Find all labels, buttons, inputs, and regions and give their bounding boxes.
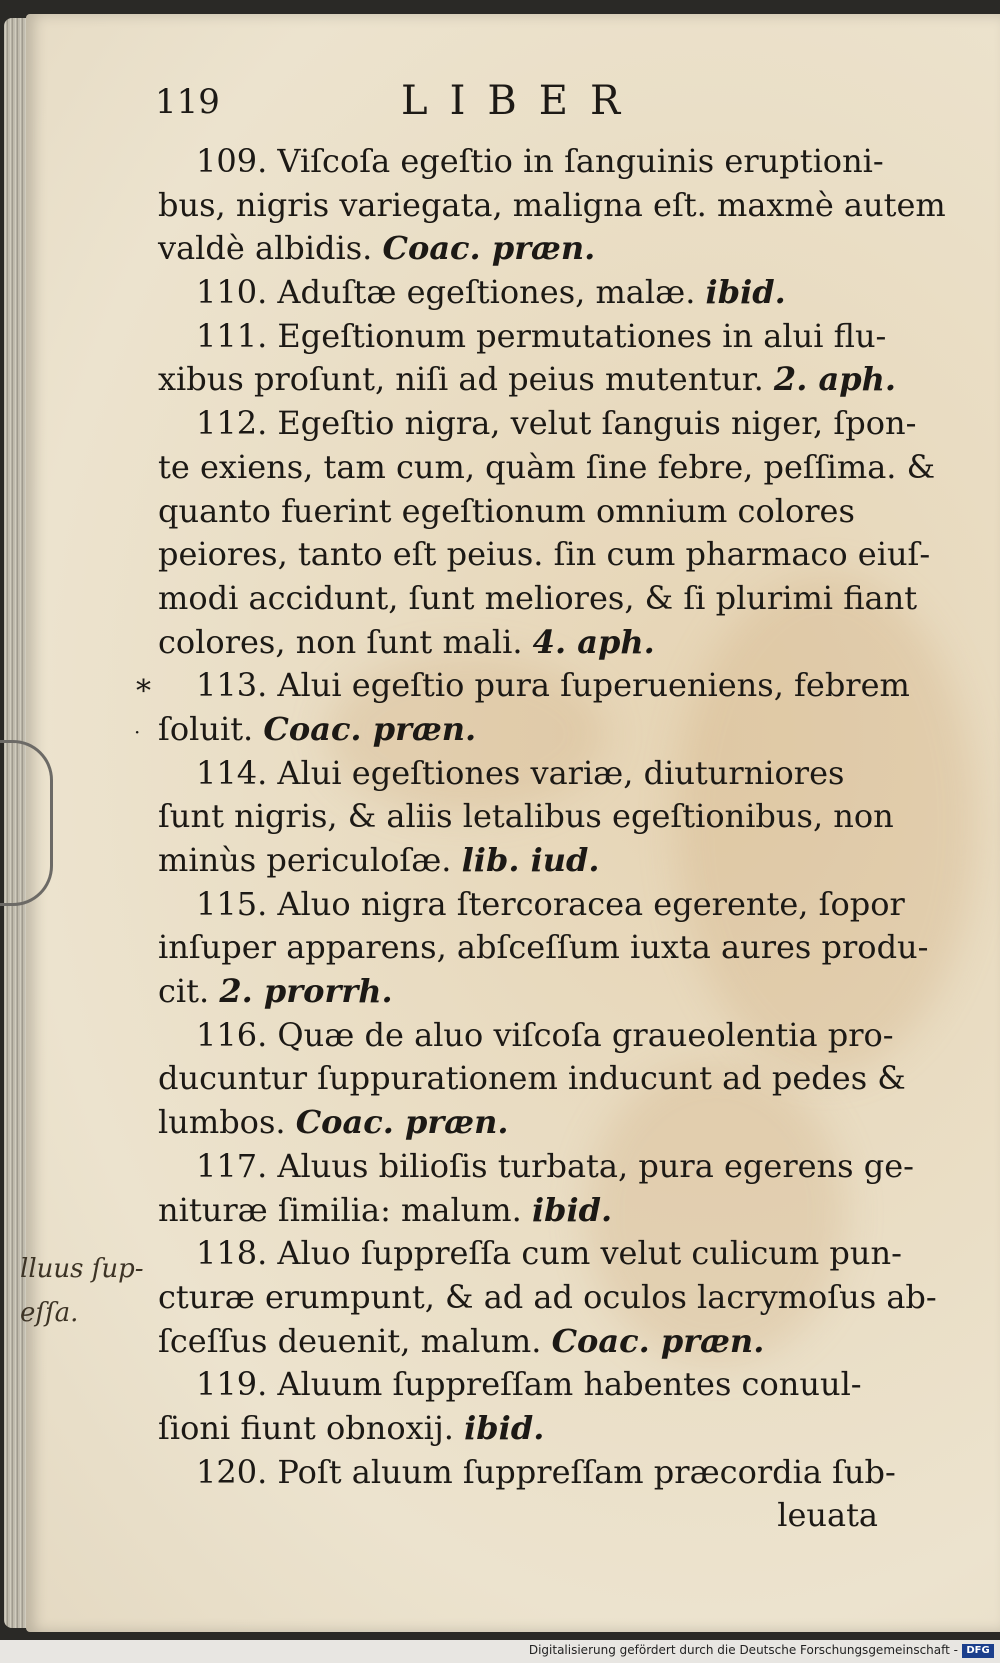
line-text: 114. Alui egeſtiones variæ, diuturniores xyxy=(196,753,845,792)
line-text: inſuper apparens, abſceſſum iuxta aures produ- xyxy=(158,928,929,967)
margin-note-line: eſſa. xyxy=(20,1298,79,1328)
page-number: 119 xyxy=(155,82,220,122)
source-reference: ibid. xyxy=(705,273,786,312)
text-line xyxy=(158,839,888,883)
line-text: ducuntur ſuppurationem inducunt ad pedes & xyxy=(158,1059,906,1098)
line-text: peiores, tanto eſt peius. ſin cum pharmaco eiuſ- xyxy=(158,535,931,574)
line-text: nituræ ſimilia: malum. xyxy=(158,1190,532,1229)
text-line xyxy=(158,140,888,184)
source-reference: Coac. præn. xyxy=(382,229,596,268)
source-reference: Coac. præn. xyxy=(295,1103,509,1142)
footer-credit: Digitalisierung gefördert durch die Deutsche Forschungsgemeinschaft - xyxy=(528,1643,958,1657)
line-text: 111. Egeſtionum permutationes in alui flu- xyxy=(196,316,887,355)
text-line xyxy=(158,533,931,577)
line-text: 109. Viſcoſa egeſtio in ſanguinis eruptioni- xyxy=(196,142,884,180)
text-line xyxy=(158,271,888,315)
line-text: 120. Poſt aluum ſuppreſſam præcordia ſub- xyxy=(196,1452,896,1491)
line-text: 116. Quæ de aluo viſcoſa graueolentia pro- xyxy=(196,1015,894,1054)
source-reference: 2. prorrh. xyxy=(219,972,393,1011)
text-line xyxy=(158,227,888,271)
body-text xyxy=(158,140,946,1538)
line-text: quanto fuerint egeſtionum omnium colores xyxy=(158,491,855,530)
text-line xyxy=(158,970,888,1014)
text-line xyxy=(158,1451,896,1495)
text-line xyxy=(158,1057,906,1101)
text-line xyxy=(158,490,888,534)
page-header xyxy=(155,74,895,124)
line-text: ſunt nigris, & aliis letalibus egeſtionibus, non xyxy=(158,797,894,836)
line-text: 118. Aluo ſuppreſſa cum velut culicum pun- xyxy=(196,1234,902,1273)
text-line xyxy=(158,664,910,708)
line-text: cit. xyxy=(158,972,220,1011)
text-line xyxy=(158,1232,902,1276)
line-text: te exiens, tam cum, quàm ſine febre, peſſima. & xyxy=(158,447,936,486)
text-line xyxy=(158,1407,888,1451)
text-line xyxy=(158,708,888,752)
text-line xyxy=(158,795,894,839)
margin-note xyxy=(20,1247,144,1335)
footer-bar xyxy=(0,1640,1000,1663)
line-text: ſioni fiunt obnoxij. xyxy=(158,1408,465,1447)
line-text: valdè albidis. xyxy=(158,229,383,268)
text-line xyxy=(158,752,888,796)
asterisk-mark: * xyxy=(136,674,151,709)
source-reference: ibid. xyxy=(531,1190,613,1229)
source-reference: lib. iud. xyxy=(461,841,600,879)
line-text: xibus proſunt, niſi ad peius mutentur. xyxy=(158,360,774,399)
line-text: ſoluit. xyxy=(158,709,264,748)
catchword: leuata xyxy=(777,1496,878,1535)
text-line xyxy=(158,1145,914,1189)
line-text: minùs periculoſæ. xyxy=(158,841,462,879)
text-line xyxy=(158,577,918,621)
line-text: modi accidunt, ſunt meliores, & ſi plurimi fiant xyxy=(158,578,918,617)
text-line xyxy=(158,621,888,665)
line-text: 113. Alui egeſtio pura ſuperueniens, febrem xyxy=(196,666,910,705)
text-line xyxy=(158,315,888,359)
text-line xyxy=(158,1363,888,1407)
text-line xyxy=(158,1101,888,1145)
line-text: 117. Aluus bilioſis turbata, pura egerens ge- xyxy=(196,1146,914,1185)
line-text: 115. Aluo nigra ſtercoracea egerente, ſopor xyxy=(196,884,905,923)
line-text: ſceſſus deuenit, malum. xyxy=(158,1321,552,1360)
line-text: 110. Aduſtæ egeſtiones, malæ. xyxy=(196,273,706,312)
source-reference: ibid. xyxy=(464,1408,545,1447)
line-text: colores, non ſunt mali. xyxy=(158,622,533,661)
text-line xyxy=(158,883,905,927)
text-line xyxy=(158,1014,894,1058)
text-line xyxy=(158,1189,888,1233)
text-line xyxy=(158,358,896,402)
page-clip xyxy=(0,740,53,906)
line-text: lumbos. xyxy=(158,1103,296,1142)
text-line xyxy=(158,926,929,970)
source-reference: 2. aph. xyxy=(773,360,896,399)
source-reference: Coac. præn. xyxy=(551,1321,765,1360)
text-line xyxy=(158,184,946,228)
source-reference: Coac. præn. xyxy=(263,709,477,748)
line-text: cturæ erumpunt, & ad ad oculos lacrymoſus ab- xyxy=(158,1277,937,1316)
text-line xyxy=(158,1276,937,1320)
dot-mark: · xyxy=(134,720,141,744)
text-line xyxy=(158,1320,888,1364)
source-reference: 4. aph. xyxy=(532,622,655,661)
text-line xyxy=(158,446,936,490)
margin-note-line: lluus ſup- xyxy=(20,1254,144,1284)
line-text: 119. Aluum ſuppreſſam habentes conuul- xyxy=(196,1365,862,1404)
text-line xyxy=(158,402,917,446)
line-text: bus, nigris variegata, maligna eſt. maxmè autem xyxy=(158,185,946,224)
running-title: LIBER xyxy=(401,78,643,124)
dfg-logo-icon: DFG xyxy=(962,1644,994,1658)
line-text: 112. Egeſtio nigra, velut ſanguis niger, ſpon- xyxy=(196,404,917,443)
